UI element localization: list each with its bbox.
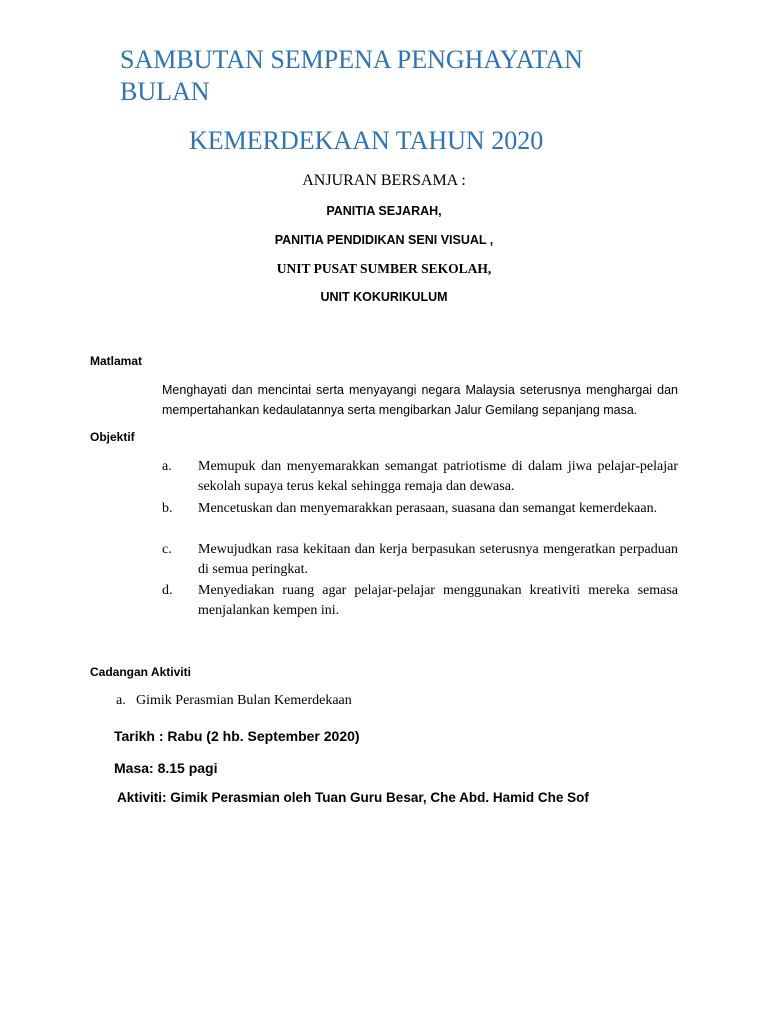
objektif-item-letter: b. [162,501,173,516]
objektif-item-text: Mencetuskan dan menyemarakkan perasaan, suasana dan semangat kemerdekaan. [198,501,658,516]
objektif-item-text: Memupuk dan menyemarakkan semangat patriotisme di dalam jiwa pelajar-pelajar sekolah supaya terus kekal sehingga remaja dan dewasa. [198,459,678,494]
objektif-item-letter: a. [162,459,172,474]
anjuran-heading: ANJURAN BERSAMA : [302,172,466,189]
title-line-2: BULAN [120,77,210,106]
objektif-heading: Objektif [90,430,135,444]
objektif-item-text: Mewujudkan rasa kekitaan dan kerja berpasukan seterusnya mengeratkan perpaduan di semua peringkat. [198,542,678,577]
title-line-3: KEMERDEKAAN TAHUN 2020 [189,126,544,155]
objektif-item-letter: d. [162,583,173,598]
cadangan-heading: Cadangan Aktiviti [90,665,191,679]
matlamat-paragraph: Menghayati dan mencintai serta menyayangi negara Malaysia seterusnya menghargai dan mempertahankan kedaulatannya serta mengibarkan Jalur Gemilang sepanjang masa. [162,383,678,417]
tarikh-line: Tarikh : Rabu (2 hb. September 2020) [114,728,360,744]
activity-letter: a. [116,693,126,708]
aktiviti-line: Aktiviti: Gimik Perasmian oleh Tuan Guru Besar, Che Abd. Hamid Che Sof [117,790,589,805]
organizer-4: UNIT KOKURIKULUM [320,290,448,304]
activity-title: Gimik Perasmian Bulan Kemerdekaan [136,693,352,708]
organizer-1: PANITIA SEJARAH, [326,204,442,218]
matlamat-heading: Matlamat [90,354,143,368]
organizer-3: UNIT PUSAT SUMBER SEKOLAH, [276,261,492,276]
masa-line: Masa: 8.15 pagi [114,760,218,776]
organizer-2: PANITIA PENDIDIKAN SENI VISUAL , [274,233,494,247]
title-line-1: SAMBUTAN SEMPENA PENGHAYATAN [120,45,583,74]
objektif-item-text: Menyediakan ruang agar pelajar-pelajar menggunakan kreativiti mereka semasa menjalankan kempen ini. [198,583,678,618]
objektif-item-letter: c. [162,542,172,557]
